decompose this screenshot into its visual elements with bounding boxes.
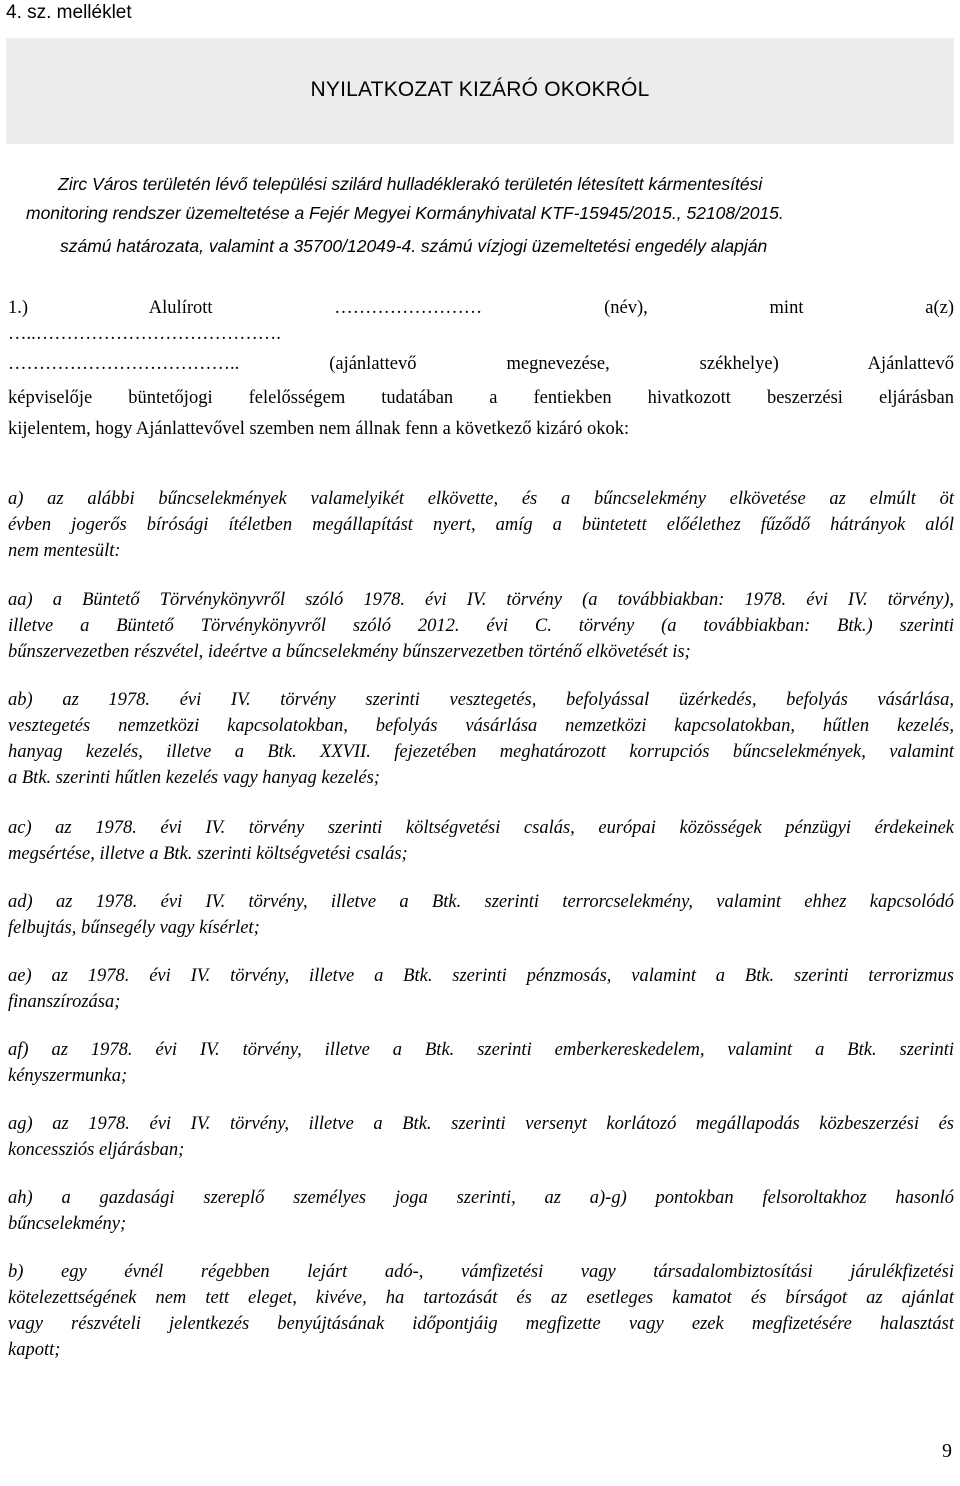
item-ab-line: ab) az 1978. évi IV. törvény szerinti vesztegetés, befolyással üzérkedés, befolyás vásárlása, [8,690,954,710]
item-aa-line: aa) a Büntető Törvénykönyvről szóló 1978. évi IV. törvény (a továbbiakban: 1978. évi IV. törvény), [8,590,954,610]
item-ab-line: vesztegetés nemzetközi kapcsolatokban, befolyás vásárlása nemzetközi kapcsolatokban, hűtlen kezelés, [8,716,954,736]
declaration-line: ……………………………….. (ajánlattevő megnevezése, székhelye) Ajánlattevő [8,354,954,374]
item-af-line: af) az 1978. évi IV. törvény, illetve a Btk. szerinti emberkereskedelem, valamint a Btk. szerinti [8,1040,954,1060]
item-aa-line: bűnszervezetben részvétel, ideértve a bűncselekmény bűnszervezetben történő elkövetését is; [8,642,691,662]
item-b-line: b) egy évnél régebben lejárt adó-, vámfizetési vagy társadalombiztosítási járulékfizetési [8,1262,954,1282]
item-a-line: évben jogerős bírósági ítéletben megállapítást nyert, amíg a büntetett előélethez fűződő hátrányok alól [8,515,954,535]
item-ad-line: felbujtás, bűnsegély vagy kísérlet; [8,918,260,938]
declaration-line: kijelentem, hogy Ajánlattevővel szemben nem állnak fenn a következő kizáró okok: [8,419,630,439]
item-ag-line: ag) az 1978. évi IV. törvény, illetve a Btk. szerinti versenyt korlátozó megállapodás közbeszerzési és [8,1114,954,1134]
annex-label: 4. sz. melléklet [6,2,132,23]
item-b-line: vagy részvételi jelentkezés benyújtásának időpontjáig megfizette vagy ezek megfizetésére halasztást [8,1314,954,1334]
item-ab-line: hanyag kezelés, illetve a Btk. XXVII. fejezetében meghatározott korrupciós bűncselekmények, valamint [8,742,954,762]
declaration-line: …..…………………………………. [8,324,281,344]
intro-line: számú határozata, valamint a 35700/12049-4. számú vízjogi üzemeltetési engedély alapján [60,236,768,256]
item-a-line: nem mentesült: [8,541,121,561]
document-title: NYILATKOZAT KIZÁRÓ OKOKRÓL [310,78,650,101]
item-a-line: a) az alábbi bűncselekmények valamelyikét elkövette, és a bűncselekmény elkövetése az elmúlt öt [8,489,954,509]
item-b-line: kötelezettségének nem tett eleget, kivéve, ha tartozását és az esetleges kamatot és bírságot az ajánlat [8,1288,954,1308]
item-ab-line: a Btk. szerinti hűtlen kezelés vagy hanyag kezelés; [8,768,380,788]
intro-line: monitoring rendszer üzemeltetése a Fejér Megyei Kormányhivatal KTF-15945/2015., 52108/2015. [26,203,784,223]
page-number: 9 [942,1440,952,1462]
item-ah-line: ah) a gazdasági szereplő személyes joga szerinti, az a)-g) pontokban felsoroltakhoz hasonló [8,1188,954,1208]
item-b-line: kapott; [8,1340,61,1360]
item-ae-line: ae) az 1978. évi IV. törvény, illetve a Btk. szerinti pénzmosás, valamint a Btk. szerinti terrorizmus [8,966,954,986]
item-aa-line: illetve a Büntető Törvénykönyvről szóló 2012. évi C. törvény (a továbbiakban: Btk.) szerinti [8,616,954,636]
declaration-line: 1.) Alulírott …………………… (név), mint a(z) [8,298,954,318]
declaration-line: képviselője büntetőjogi felelősségem tudatában a fentiekben hivatkozott beszerzési eljárásban [8,388,954,408]
item-af-line: kényszermunka; [8,1066,128,1086]
intro-line: Zirc Város területén lévő települési szilárd hulladéklerakó területén létesített kármentesítési [58,174,763,194]
item-ae-line: finanszírozása; [8,992,121,1012]
item-ad-line: ad) az 1978. évi IV. törvény, illetve a Btk. szerinti terrorcselekmény, valamint ehhez kapcsolódó [8,892,954,912]
item-ag-line: koncessziós eljárásban; [8,1140,185,1160]
item-ac-line: megsértése, illetve a Btk. szerinti költségvetési csalás; [8,844,408,864]
item-ah-line: bűncselekmény; [8,1214,127,1234]
item-ac-line: ac) az 1978. évi IV. törvény szerinti költségvetési csalás, európai közösségek pénzügyi érdekeinek [8,818,954,838]
